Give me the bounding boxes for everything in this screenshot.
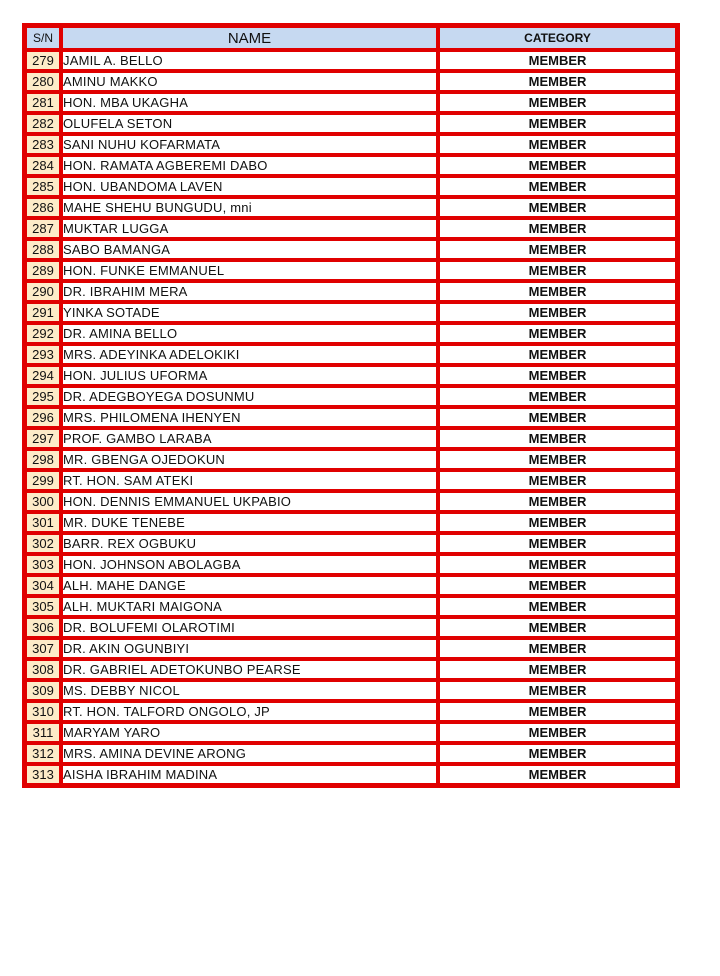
table-row [25,617,677,638]
table-row [25,197,677,218]
row-category-cell: MEMBER [438,176,677,197]
row-sn-cell: 304 [25,575,61,596]
member-table [22,23,680,788]
row-sn-cell: 286 [25,197,61,218]
row-category-cell: MEMBER [438,260,677,281]
row-sn-cell: 295 [25,386,61,407]
table-header [25,26,677,50]
row-name-cell: DR. ADEGBOYEGA DOSUNMU [61,386,438,407]
row-sn-cell: 280 [25,71,61,92]
row-name-cell: HON. JOHNSON ABOLAGBA [61,554,438,575]
table-row [25,575,677,596]
table-row [25,218,677,239]
row-sn-cell: 282 [25,113,61,134]
table-row [25,701,677,722]
member-list-sheet [22,23,680,788]
table-row [25,449,677,470]
row-category-cell: MEMBER [438,722,677,743]
row-name-cell: JAMIL A. BELLO [61,50,438,71]
row-sn-cell: 308 [25,659,61,680]
row-sn-cell: 313 [25,764,61,785]
table-row [25,365,677,386]
table-row [25,302,677,323]
row-name-cell: MS. DEBBY NICOL [61,680,438,701]
table-row [25,407,677,428]
table-row [25,533,677,554]
row-name-cell: ALH. MUKTARI MAIGONA [61,596,438,617]
row-category-cell: MEMBER [438,701,677,722]
row-category-cell: MEMBER [438,512,677,533]
row-name-cell: HON. JULIUS UFORMA [61,365,438,386]
row-sn-cell: 289 [25,260,61,281]
table-row [25,323,677,344]
row-category-cell: MEMBER [438,155,677,176]
row-sn-cell: 283 [25,134,61,155]
row-category-cell: MEMBER [438,575,677,596]
table-body [25,50,677,785]
row-name-cell: HON. DENNIS EMMANUEL UKPABIO [61,491,438,512]
row-sn-cell: 279 [25,50,61,71]
row-category-cell: MEMBER [438,239,677,260]
table-row [25,155,677,176]
row-sn-cell: 287 [25,218,61,239]
row-name-cell: HON. MBA UKAGHA [61,92,438,113]
header-sn: S/N [25,26,61,50]
row-sn-cell: 284 [25,155,61,176]
row-name-cell: MRS. PHILOMENA IHENYEN [61,407,438,428]
row-name-cell: HON. FUNKE EMMANUEL [61,260,438,281]
row-category-cell: MEMBER [438,302,677,323]
row-category-cell: MEMBER [438,554,677,575]
row-name-cell: SANI NUHU KOFARMATA [61,134,438,155]
row-name-cell: PROF. GAMBO LARABA [61,428,438,449]
row-sn-cell: 309 [25,680,61,701]
row-category-cell: MEMBER [438,680,677,701]
table-row [25,344,677,365]
row-sn-cell: 311 [25,722,61,743]
row-sn-cell: 292 [25,323,61,344]
row-category-cell: MEMBER [438,491,677,512]
row-sn-cell: 300 [25,491,61,512]
table-row [25,50,677,71]
row-sn-cell: 290 [25,281,61,302]
row-sn-cell: 281 [25,92,61,113]
row-category-cell: MEMBER [438,533,677,554]
row-category-cell: MEMBER [438,743,677,764]
row-sn-cell: 306 [25,617,61,638]
row-name-cell: MR. GBENGA OJEDOKUN [61,449,438,470]
row-sn-cell: 288 [25,239,61,260]
row-name-cell: MARYAM YARO [61,722,438,743]
row-name-cell: HON. RAMATA AGBEREMI DABO [61,155,438,176]
row-category-cell: MEMBER [438,323,677,344]
row-category-cell: MEMBER [438,449,677,470]
row-name-cell: HON. UBANDOMA LAVEN [61,176,438,197]
row-name-cell: AISHA IBRAHIM MADINA [61,764,438,785]
table-row [25,764,677,785]
row-sn-cell: 296 [25,407,61,428]
row-name-cell: DR. AKIN OGUNBIYI [61,638,438,659]
table-row [25,638,677,659]
row-sn-cell: 293 [25,344,61,365]
row-category-cell: MEMBER [438,92,677,113]
header-name: NAME [61,26,438,50]
row-name-cell: MRS. AMINA DEVINE ARONG [61,743,438,764]
row-sn-cell: 305 [25,596,61,617]
row-name-cell: RT. HON. TALFORD ONGOLO, JP [61,701,438,722]
row-sn-cell: 312 [25,743,61,764]
row-sn-cell: 298 [25,449,61,470]
row-sn-cell: 291 [25,302,61,323]
row-name-cell: DR. AMINA BELLO [61,323,438,344]
row-category-cell: MEMBER [438,197,677,218]
row-name-cell: SABO BAMANGA [61,239,438,260]
row-name-cell: RT. HON. SAM ATEKI [61,470,438,491]
row-sn-cell: 285 [25,176,61,197]
row-name-cell: BARR. REX OGBUKU [61,533,438,554]
row-sn-cell: 303 [25,554,61,575]
row-category-cell: MEMBER [438,470,677,491]
row-name-cell: MAHE SHEHU BUNGUDU, mni [61,197,438,218]
row-category-cell: MEMBER [438,659,677,680]
row-name-cell: AMINU MAKKO [61,71,438,92]
row-category-cell: MEMBER [438,407,677,428]
row-category-cell: MEMBER [438,617,677,638]
row-name-cell: OLUFELA SETON [61,113,438,134]
table-row [25,113,677,134]
row-sn-cell: 302 [25,533,61,554]
row-category-cell: MEMBER [438,365,677,386]
table-row [25,470,677,491]
row-sn-cell: 307 [25,638,61,659]
table-row [25,71,677,92]
table-row [25,554,677,575]
table-row [25,92,677,113]
row-sn-cell: 299 [25,470,61,491]
table-row [25,680,677,701]
table-row [25,512,677,533]
table-row [25,134,677,155]
table-row [25,743,677,764]
row-name-cell: DR. BOLUFEMI OLAROTIMI [61,617,438,638]
row-category-cell: MEMBER [438,596,677,617]
row-sn-cell: 310 [25,701,61,722]
row-category-cell: MEMBER [438,71,677,92]
table-row [25,281,677,302]
row-category-cell: MEMBER [438,134,677,155]
row-category-cell: MEMBER [438,386,677,407]
row-name-cell: MR. DUKE TENEBE [61,512,438,533]
table-row [25,596,677,617]
row-name-cell: DR. IBRAHIM MERA [61,281,438,302]
row-name-cell: ALH. MAHE DANGE [61,575,438,596]
table-row [25,260,677,281]
row-category-cell: MEMBER [438,218,677,239]
row-sn-cell: 294 [25,365,61,386]
row-category-cell: MEMBER [438,113,677,134]
row-name-cell: MUKTAR LUGGA [61,218,438,239]
row-name-cell: MRS. ADEYINKA ADELOKIKI [61,344,438,365]
row-category-cell: MEMBER [438,50,677,71]
table-row [25,386,677,407]
row-name-cell: DR. GABRIEL ADETOKUNBO PEARSE [61,659,438,680]
table-row [25,428,677,449]
row-category-cell: MEMBER [438,764,677,785]
row-category-cell: MEMBER [438,638,677,659]
header-row [25,26,677,50]
row-category-cell: MEMBER [438,344,677,365]
row-name-cell: YINKA SOTADE [61,302,438,323]
table-row [25,239,677,260]
row-category-cell: MEMBER [438,281,677,302]
row-sn-cell: 301 [25,512,61,533]
row-category-cell: MEMBER [438,428,677,449]
table-row [25,491,677,512]
table-row [25,176,677,197]
table-row [25,722,677,743]
row-sn-cell: 297 [25,428,61,449]
header-category: CATEGORY [438,26,677,50]
table-row [25,659,677,680]
